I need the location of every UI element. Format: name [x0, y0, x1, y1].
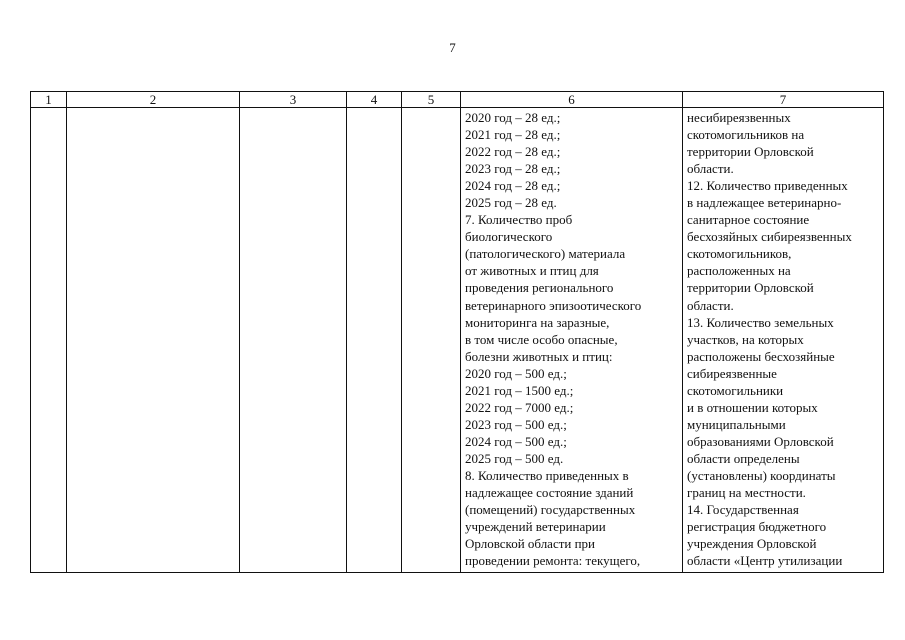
col7-line: границ на местности. [687, 485, 806, 501]
header-col-3: 3 [240, 92, 347, 108]
cell-col-3 [240, 108, 347, 573]
col7-line: санитарное состояние [687, 212, 810, 228]
col7-line: расположены бесхозяйные [687, 348, 835, 364]
header-col-5: 5 [402, 92, 461, 108]
col6-line: Орловской области при [465, 536, 596, 552]
col7-line: 14. Государственная [687, 502, 799, 518]
col7-line: в надлежащее ветеринарно- [687, 195, 842, 211]
col7-line: области «Центр утилизации [687, 553, 843, 569]
page-number: 7 [449, 40, 456, 55]
col7-line: учреждения Орловской [687, 536, 817, 552]
col7-line: расположенных на [687, 263, 791, 279]
col6-line: 2022 год – 28 ед.; [465, 144, 561, 160]
col7-line: участков, на которых [687, 331, 804, 347]
col7-line: области. [687, 161, 734, 177]
col7-line: области определены [687, 450, 800, 466]
col6-line: 2020 год – 28 ед.; [465, 110, 561, 125]
cell-col-1 [31, 108, 67, 573]
col6-line: 2025 год – 28 ед. [465, 195, 557, 211]
col6-line: 7. Количество проб [465, 212, 573, 228]
col7-line: и в отношении которых [687, 399, 818, 415]
program-table [30, 91, 884, 573]
col7-line: (установлены) координаты [687, 467, 836, 483]
col7-line: скотомогильники [687, 382, 784, 398]
col6-line: 8. Количество приведенных в [465, 467, 629, 483]
header-col-6: 6 [461, 92, 683, 108]
col7-line: скотомогильников на [687, 127, 805, 143]
col7-line: скотомогильников, [687, 246, 792, 262]
col6-line: от животных и птиц для [465, 263, 599, 279]
col6-line: болезни животных и птиц: [465, 348, 613, 364]
col7-line: несибиреязвенных [687, 110, 791, 125]
header-col-1: 1 [31, 92, 67, 108]
col7-line: сибиреязвенные [687, 365, 777, 381]
col7-line: регистрация бюджетного [687, 519, 827, 535]
col6-line: 2024 год – 500 ед.; [465, 433, 567, 449]
cell-col-7-results [683, 108, 884, 573]
col7-line: области. [687, 297, 734, 313]
col7-line: образованиями Орловской [687, 433, 834, 449]
col6-line: проведения регионального [465, 280, 614, 296]
col6-line: 2023 год – 500 ед.; [465, 416, 567, 432]
col6-line: 2021 год – 28 ед.; [465, 127, 561, 143]
col6-line: биологического [465, 229, 553, 245]
col7-line: 12. Количество приведенных [687, 178, 848, 194]
col6-line: 2023 год – 28 ед.; [465, 161, 561, 177]
col6-line: 2025 год – 500 ед. [465, 450, 564, 466]
header-col-2: 2 [67, 92, 240, 108]
col6-line: проведении ремонта: текущего, [465, 553, 641, 569]
cell-col-6-indicators [461, 108, 683, 573]
col6-line: в том числе особо опасные, [465, 331, 618, 347]
header-col-4: 4 [347, 92, 402, 108]
cell-col-4 [347, 108, 402, 573]
col6-line: 2021 год – 1500 ед.; [465, 382, 574, 398]
col7-line: муниципальными [687, 416, 786, 432]
col7-line: 13. Количество земельных [687, 314, 834, 330]
col6-line: учреждений ветеринарии [465, 519, 606, 535]
col6-line: 2022 год – 7000 ед.; [465, 399, 574, 415]
col6-line: 2024 год – 28 ед.; [465, 178, 561, 194]
cell-col-5 [402, 108, 461, 573]
col6-line: ветеринарного эпизоотического [465, 297, 642, 313]
table-row [31, 108, 884, 573]
col6-line: 2020 год – 500 ед.; [465, 365, 567, 381]
col7-line: бесхозяйных сибиреязвенных [687, 229, 852, 245]
col7-line: территории Орловской [687, 280, 814, 296]
col6-line: (патологического) материала [465, 246, 626, 262]
col6-line: (помещений) государственных [465, 502, 636, 518]
cell-col-2 [67, 108, 240, 573]
col6-line: надлежащее состояние зданий [465, 485, 634, 501]
header-row [31, 92, 884, 108]
col7-line: территории Орловской [687, 144, 814, 160]
header-col-7: 7 [683, 92, 884, 108]
col6-line: мониторинга на заразные, [465, 314, 610, 330]
